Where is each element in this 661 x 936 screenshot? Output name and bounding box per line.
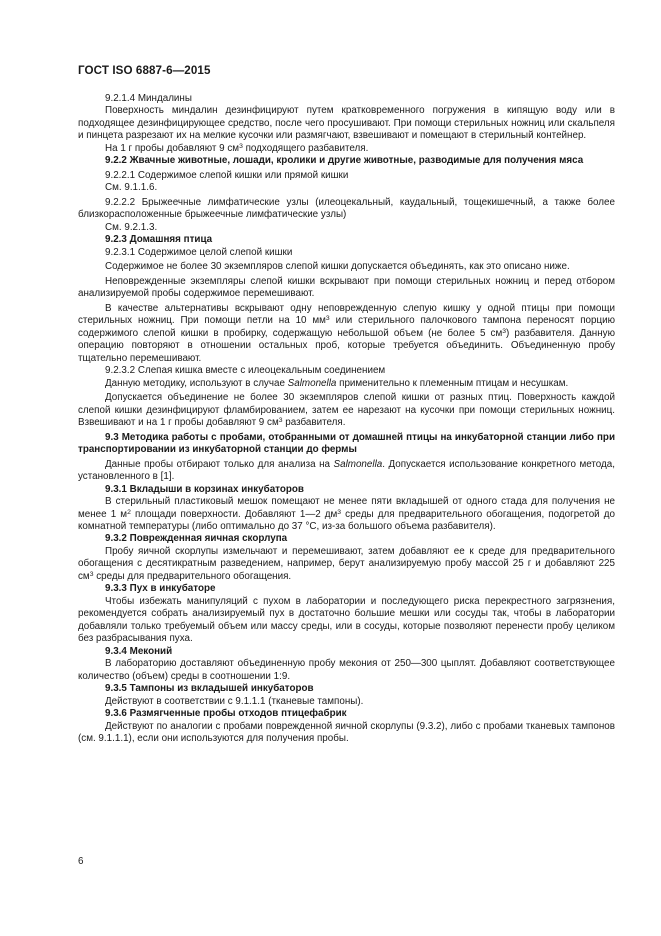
- clause-heading: 9.2.2.2 Брыжеечные лимфатические узлы (илеоцекальный, каудальный, тощекишечный, а также более близкорасположенные брыжеечные лимфатические узлы): [78, 196, 615, 221]
- paragraph: В стерильный пластиковый мешок помещают не менее пяти вкладышей от одного стада для получения не менее 1 $м^2$ площади поверхности. Добавляют 1—2 $дм^3$ среды для предварительного обогащения, подогретой до комнатной температуры (либо оптимально до 37 °С, из-за большого объема разбавителя).: [78, 496, 616, 532]
- paragraph: На 1 г пробы добавляют 9 $см^3$ подходящего разбавителя.: [105, 142, 369, 154]
- section-heading: 9.3 Методика работы с пробами, отобранными от домашней птицы на инкубаторной станции либо при транспортировании из инкубаторной станции до фермы: [78, 431, 615, 456]
- paragraph: См. 9.2.1.3.: [105, 221, 158, 233]
- section-heading: 9.3.3 Пух в инкубаторе: [105, 583, 216, 595]
- document-header: ГОСТ ISO 6887-6—2015: [78, 64, 211, 77]
- section-heading: 9.3.2 Поврежденная яичная скорлупа: [105, 533, 288, 545]
- clause-heading: 9.2.3.2 Слепая кишка вместе с илеоцекальным соединением: [105, 365, 386, 377]
- paragraph: Чтобы избежать манипуляций с пухом в лаборатории и последующего риска перекрестного загрязнения, рекомендуется собрать анализируемый пух в достаточно большие мешки или сосуды так, чтобы в лаборатории добавляли только требуемый объем или массу среды, или в сосуды, которые позволяют перенести пробу целиком без разбрасывания пуха.: [78, 595, 615, 645]
- section-heading: 9.3.6 Размягченные пробы отходов птицефабрик: [105, 708, 347, 720]
- paragraph: Действуют в соответствии с 9.1.1.1 (тканевые тампоны).: [105, 695, 364, 707]
- clause-heading: 9.2.3.1 Содержимое целой слепой кишки: [105, 246, 293, 258]
- paragraph: Пробу яичной скорлупы измельчают и перемешивают, затем добавляют ее к среде для предварительного обогащения с десятикратным разведением, например, берут анализируемую пробу массой 25 г и добавляют 225 $см^3$ среды для предварительного обогащения.: [78, 545, 615, 582]
- section-heading: 9.2.3 Домашняя птица: [105, 234, 213, 246]
- clause-heading: 9.2.1.4 Миндалины: [105, 93, 192, 104]
- paragraph: Поверхность миндалин дезинфицируют путем кратковременного погружения в кипящую воду или в подходящее дезинфицирующее средство, после чего просушивают. При помощи стерильных ножниц или скальпеля и пинцета разрезают их на мелкие кусочки или размягчают, взвешивают и помещают в стерильный контейнер.: [78, 105, 615, 142]
- section-heading: 9.2.2 Жвачные животные, лошади, кролики и другие животные, разводимые для получения мяса: [105, 155, 584, 167]
- paragraph: В лабораторию доставляют объединенную пробу мекония от 250—300 цыплят. Добавляют соответствующее количество (объем) среды в соотношении 1:9.: [78, 658, 615, 682]
- section-heading: 9.3.1 Вкладыши в корзинах инкубаторов: [105, 483, 304, 495]
- section-heading: 9.3.4 Меконий: [105, 645, 173, 657]
- paragraph: Неповрежденные экземпляры слепой кишки вскрывают при помощи стерильных ножниц и перед отбором анализируемой пробы содержимое перемешивают.: [78, 275, 615, 300]
- paragraph: В качестве альтернативы вскрывают одну неповрежденную слепую кишку у одной птицы при помощи стерильных ножниц. При помощи петли на 10 $мм^3$ или стерильного палочкового тампона переносят порцию содержимого слепой кишки в пробирку, содержащую небольшой объем (не более 5 $см^3$) разбавителя. Данную операцию повторяют в отношении остальных проб, которые требуется объединить. Объединенную пробу тщательно перемешивают.: [78, 302, 615, 364]
- paragraph: См. 9.1.1.6.: [105, 182, 158, 194]
- paragraph: Допускается объединение не более 30 экземпляров слепой кишки от разных птиц. Поверхность каждой слепой кишки дезинфицируют фламбированием, затем ее нарезают на кусочки при помощи стерильных ножниц. Взвешивают и на 1 г пробы добавляют 9 $см^3$ разбавителя.: [78, 392, 615, 429]
- paragraph: Данные пробы отбирают только для анализа на Salmonella. Допускается использование конкретного метода, установленного в [1].: [78, 458, 615, 483]
- page-content: [78, 93, 615, 746]
- section-heading: 9.3.5 Тампоны из вкладышей инкубаторов: [105, 683, 314, 695]
- paragraph: Содержимое не более 30 экземпляров слепой кишки допускается объединять, как это описано ниже.: [105, 261, 570, 273]
- paragraph: Данную методику, используют в случае Salmonella применительно к племенным птицам и несушкам.: [105, 377, 569, 389]
- page-number: 6: [78, 856, 84, 867]
- clause-heading: 9.2.2.1 Содержимое слепой кишки или прямой кишки: [105, 169, 349, 181]
- paragraph: Действуют по аналогии с пробами поврежденной яичной скорлупы (9.3.2), либо с пробами тканевых тампонов (см. 9.1.1.1), если они используются для получения пробы.: [78, 720, 615, 745]
